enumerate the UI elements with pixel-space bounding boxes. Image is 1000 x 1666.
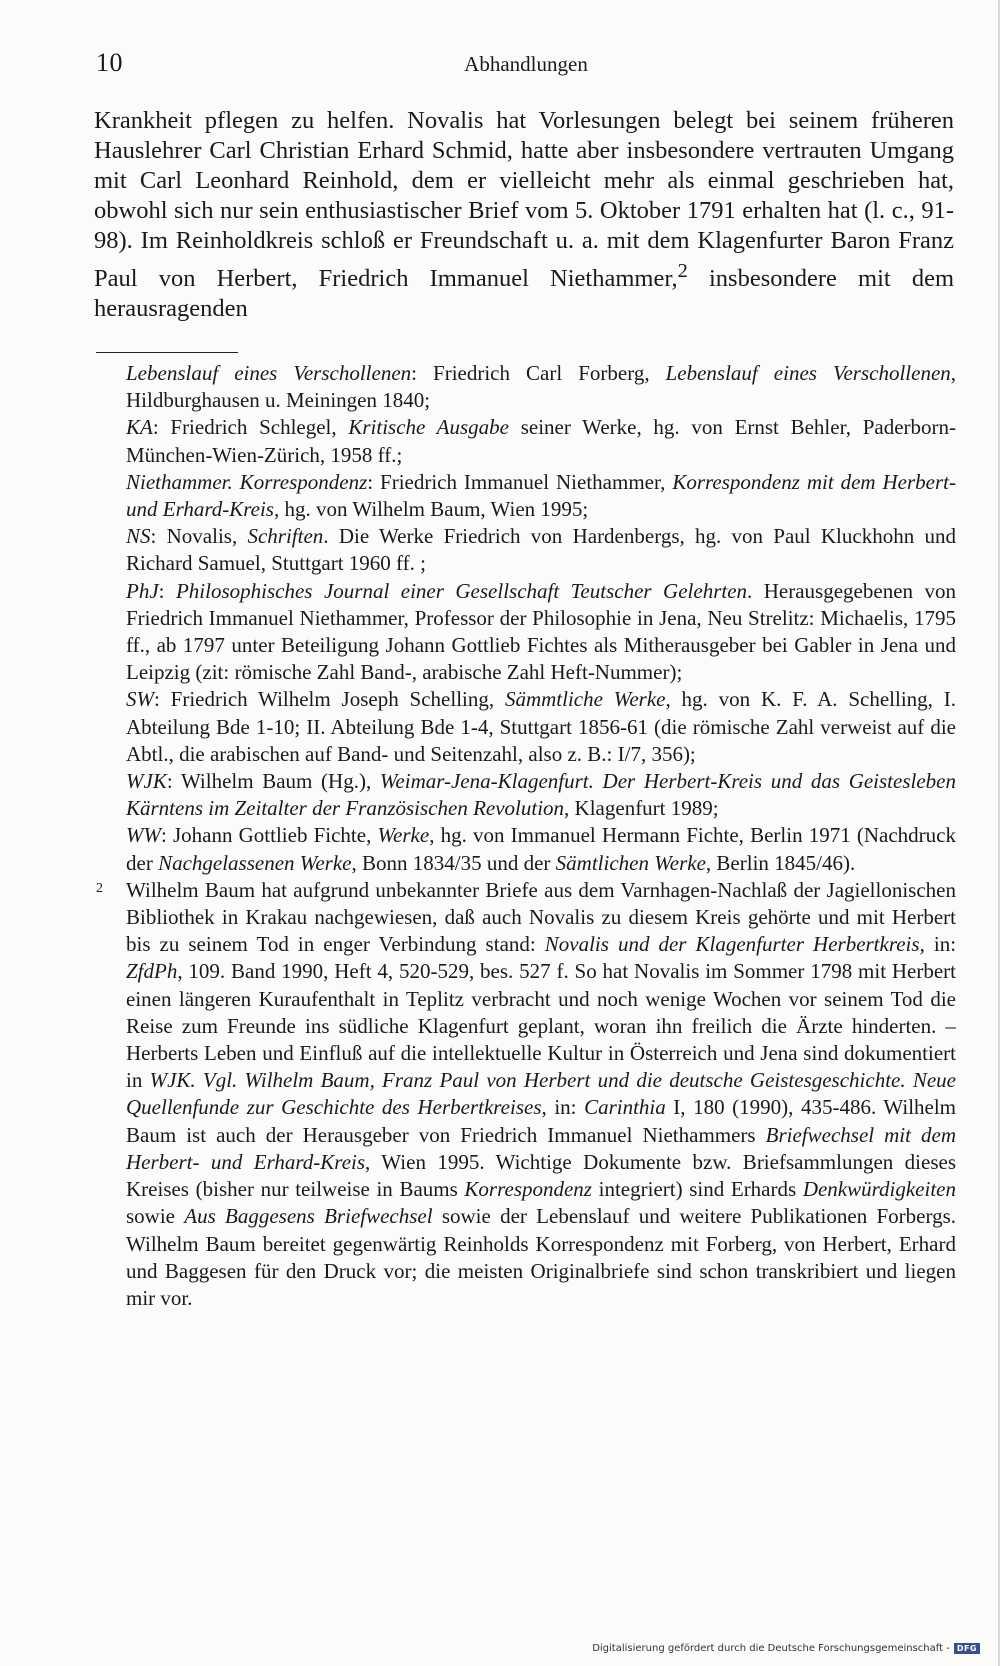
- text-run: Krankheit pflegen zu helfen. Novalis hat Vorlesungen belegt bei seinem früheren Hauslehrer Carl Christian Erhard Schmid, hatte aber insbesondere vertrauten Umgang mit Carl Leonhard Reinhold, dem er vielleicht mehr als einmal geschrieben hat, obwohl sich nur sein enthusiastischer Brief vom 5. Oktober 1791 erhalten hat (l. c., 91-98). Im Reinholdkreis schloß er Freundschaft u. a. mit dem Klagenfurter Baron Franz Paul von Herbert, Friedrich Immanuel Niethammer,: [94, 107, 954, 293]
- italic-text: WW: [126, 823, 161, 848]
- text-run: insbesondere mit dem herausragenden: [94, 265, 954, 323]
- italic-text: Lebenslauf eines Verschollenen: [126, 361, 412, 385]
- italic-text: PhJ: [126, 578, 159, 603]
- dfg-logo: DFG: [954, 1643, 980, 1654]
- text-run: . Die Werke Friedrich von Hardenbergs, hg. von Paul Kluckhohn und Richard Samuel, Stuttgart 1960 ff. ;: [126, 524, 956, 576]
- italic-text: SW: [126, 687, 154, 712]
- text-run: sowie: [126, 1204, 185, 1229]
- italic-text: Denkwürdigkeiten: [802, 1177, 956, 1202]
- italic-text: Werke: [377, 823, 430, 848]
- text-run: I, 180 (1990), 435-486. Wilhelm Baum ist auch der Herausgeber von Friedrich Immanuel Niethammers: [126, 1095, 957, 1147]
- italic-text: Aus Baggesens Briefwechsel: [184, 1204, 433, 1229]
- italic-text: WJK: [126, 769, 167, 794]
- text-run: , Hildburghausen u. Meiningen 1840;: [126, 361, 957, 413]
- text-run: seiner Werke, hg. von Ernst Behler, Paderborn-München-Wien-Zürich, 1958 ff.;: [126, 415, 956, 467]
- italic-text: WJK. Vgl. Wilhelm Baum, Franz Paul von Herbert und die deutsche Geistesgeschichte. Neue Quellenfunde zur Geschichte des Herbertkreises: [126, 1068, 956, 1120]
- text-run: : Friedrich Schlegel,: [152, 415, 349, 440]
- footnotes: [96, 360, 956, 1312]
- abbreviation-entry: [126, 686, 956, 768]
- text-run: , hg. von Wilhelm Baum, Wien 1995;: [273, 497, 589, 522]
- page-header: [96, 48, 956, 84]
- italic-text: ZfdPh: [126, 959, 178, 984]
- running-head: Abhandlungen: [464, 52, 588, 76]
- abbreviation-entry: [126, 360, 956, 414]
- digitization-credit: [592, 1643, 980, 1654]
- credit-text: Digitalisierung gefördert durch die Deutsche Forschungsgemeinschaft -: [592, 1643, 950, 1654]
- abbreviation-entry: [126, 578, 956, 687]
- italic-text: Korrespondenz mit dem Herbert- und Erhard-Kreis: [126, 469, 956, 522]
- italic-text: Philosophisches Journal einer Gesellschaft Teutscher Gelehrten: [175, 578, 748, 603]
- text-run: :: [158, 578, 176, 603]
- text-run: . Herausgegebenen von Friedrich Immanuel Niethammer, Professor der Philosophie in Jena, Neu Strelitz: Michaelis, 1795 ff., ab 1797 unter Beteiligung Johann Gottlieb Fichtes als Mitherausgeber bei Gabler in Jena und Leipzig (zit: römische Zahl Band-, arabische Zahl Heft-Nummer);: [126, 578, 956, 685]
- italic-text: KA: [126, 415, 153, 440]
- italic-text: NS: [126, 524, 151, 549]
- text-run: , Berlin 1845/46).: [705, 850, 856, 875]
- text-run: , in:: [541, 1095, 585, 1120]
- italic-text: Niethammer. Korrespondenz: [126, 469, 368, 494]
- italic-text: Sämmtliche Werke: [504, 687, 666, 712]
- italic-text: Briefwechsel mit dem Herbert- und Erhard-Kreis: [126, 1122, 956, 1174]
- italic-text: Schriften: [247, 524, 324, 549]
- page-number: 10: [96, 48, 123, 77]
- text-run: : Wilhelm Baum (Hg.),: [166, 769, 380, 794]
- text-run: sowie der Lebenslauf und weitere Publikationen Forbergs. Wilhelm Baum bereitet gegenwärtig Reinholds Korrespondenz mit Forberg, von Herbert, Erhard und Baggesen für den Druck vor; die meisten Originalbriefe sind schon transkribiert und liegen mir vor.: [126, 1204, 957, 1310]
- text-run: : Friedrich Immanuel Niethammer,: [367, 469, 673, 494]
- footnote-2: [96, 877, 956, 1312]
- text-run: : Friedrich Carl Forberg,: [411, 361, 666, 385]
- italic-text: Kritische Ausgabe: [348, 415, 509, 440]
- footnote-2-text: [126, 877, 956, 1312]
- text-run: , in:: [919, 932, 957, 957]
- italic-text: Weimar-Jena-Klagenfurt. Der Herbert-Kreis und das Geistesleben Kärntens im Zeitalter der Französischen Revolution: [126, 769, 956, 821]
- abbreviation-entry: [126, 469, 956, 523]
- footnote-rule: [96, 352, 238, 353]
- italic-text: Carinthia: [584, 1095, 666, 1120]
- footnote-ref: 2: [677, 260, 688, 282]
- italic-text: Novalis und der Klagenfurter Herbertkreis: [544, 932, 920, 957]
- text-run: , hg. von Immanuel Hermann Fichte, Berlin 1971 (Nachdruck der: [126, 823, 956, 875]
- text-run: , Klagenfurt 1989;: [564, 796, 719, 821]
- body-paragraph: [94, 106, 954, 324]
- text-run: integriert) sind Erhards: [591, 1177, 803, 1202]
- abbreviation-entry: [126, 822, 956, 876]
- italic-text: Korrespondenz: [464, 1177, 592, 1202]
- text-run: Wilhelm Baum hat aufgrund unbekannter Briefe aus dem Varnhagen-Nachlaß der Jagiellonischen Bibliothek in Krakau nachgewiesen, daß auch Novalis zu diesem Kreis gehörte und mit Herbert bis zu seinem Tod in enger Verbindung stand:: [126, 877, 956, 957]
- italic-text: Nachgelassenen Werke: [158, 850, 352, 875]
- italic-text: Sämtlichen Werke: [555, 850, 706, 875]
- text-run: : Novalis,: [150, 524, 248, 549]
- abbreviation-list: [96, 360, 956, 877]
- abbreviation-entry: [126, 768, 956, 822]
- abbreviation-entry: [126, 414, 956, 468]
- abbreviation-entry: [126, 523, 956, 577]
- body-text: [94, 106, 954, 324]
- italic-text: Lebenslauf eines Verschollenen: [665, 361, 951, 385]
- text-run: , 109. Band 1990, Heft 4, 520-529, bes. 527 f. So hat Novalis im Sommer 1798 mit Herbert einen längeren Kuraufenthalt in Teplitz verbracht und noch wenige Wochen vor seinem Tod die Reise zum Freunde ins südliche Klagenfurt geplant, woran ihn freilich die Ärzte hinderten. – Herberts Leben und Einfluß auf die intellektuelle Kultur in Österreich und Jena sind dokumentiert in: [126, 959, 956, 1093]
- text-run: : Johann Gottlieb Fichte,: [161, 823, 378, 848]
- text-run: , hg. von K. F. A. Schelling, I. Abteilung Bde 1-10; II. Abteilung Bde 1-4, Stuttgart 1856-61 (die römische Zahl verweist auf die Abtl., die arabischen auf Band- und Seitenzahl, also z. B.: I/7, 356);: [126, 687, 956, 766]
- footnote-marker: 2: [96, 880, 103, 896]
- text-run: , Wien 1995. Wichtige Dokumente bzw. Briefsammlungen dieses Kreises (bisher nur teilweise in Baums: [126, 1149, 956, 1202]
- text-run: : Friedrich Wilhelm Joseph Schelling,: [154, 687, 505, 712]
- text-run: , Bonn 1834/35 und der: [351, 850, 556, 875]
